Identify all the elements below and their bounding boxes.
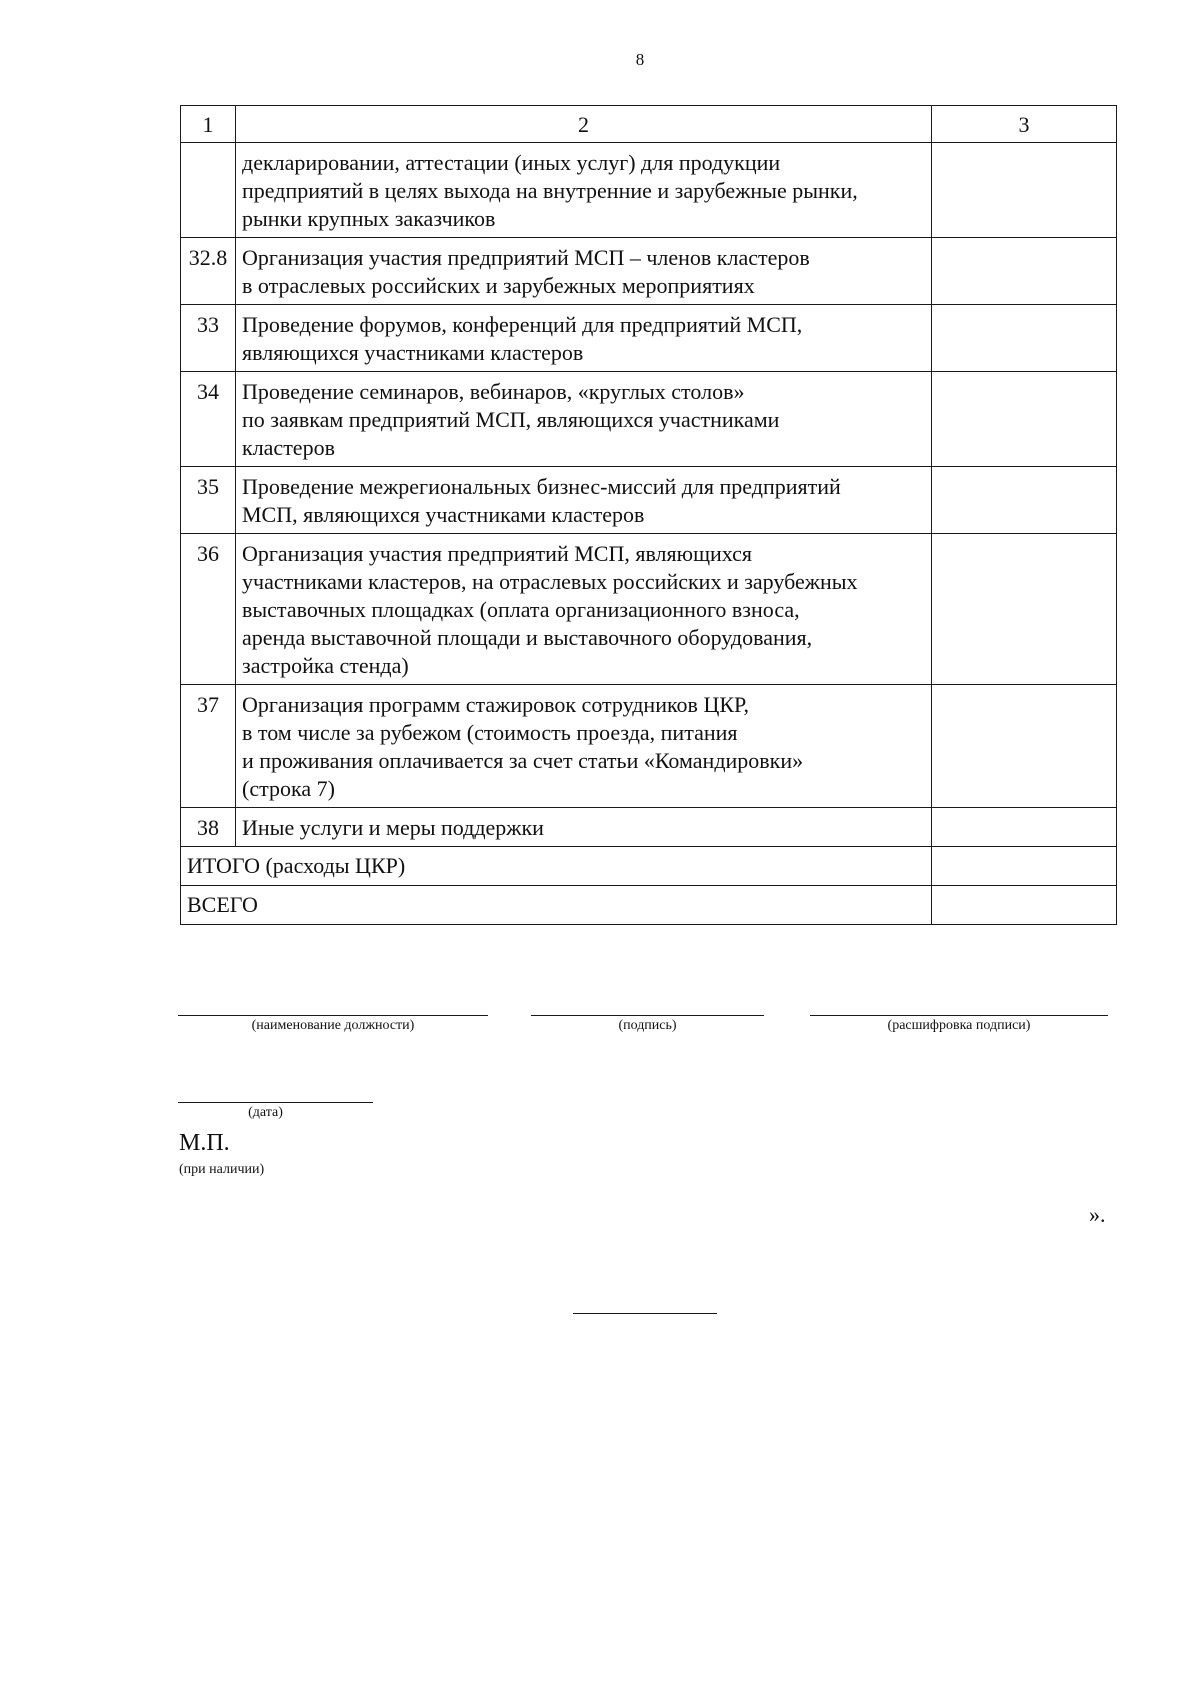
row-description: Организация участия предприятий МСП – членов кластеров в отраслевых российских и зарубежных мероприятиях — [236, 238, 932, 305]
grand-total-row — [181, 886, 1117, 925]
row-description: Проведение семинаров, вебинаров, «круглых столов» по заявкам предприятий МСП, являющихся участниками кластеров — [236, 372, 932, 467]
table-row — [181, 372, 1117, 467]
table-row — [181, 534, 1117, 685]
table-row — [181, 467, 1117, 534]
row-number: 32.8 — [181, 238, 236, 305]
row-value-cell — [932, 467, 1117, 534]
column-header-3: 3 — [932, 106, 1117, 143]
table-row — [181, 238, 1117, 305]
row-description: Иные услуги и меры поддержки — [236, 808, 932, 847]
column-header-1: 1 — [181, 106, 236, 143]
date-line — [178, 1102, 373, 1103]
page-number: 8 — [635, 50, 645, 69]
row-number: 38 — [181, 808, 236, 847]
decoding-signature-line — [810, 1015, 1108, 1016]
closing-quote-mark: ». — [1089, 1202, 1106, 1227]
table-row — [181, 808, 1117, 847]
row-value-cell — [932, 238, 1117, 305]
table-row — [181, 305, 1117, 372]
row-description: Организация программ стажировок сотрудников ЦКР, в том числе за рубежом (стоимость проезда, питания и проживания оплачивается за счет статьи «Командировки» (строка 7) — [236, 685, 932, 808]
row-value-cell — [932, 685, 1117, 808]
row-number: 34 — [181, 372, 236, 467]
total-label: ИТОГО (расходы ЦКР) — [181, 847, 932, 886]
total-row — [181, 847, 1117, 886]
row-number: 33 — [181, 305, 236, 372]
position-caption: (наименование должности) — [251, 1018, 415, 1033]
signature-line — [531, 1015, 764, 1016]
stamp-label: М.П. — [179, 1130, 230, 1156]
grand-total-label: ВСЕГО — [181, 886, 932, 925]
row-number — [181, 143, 236, 238]
row-description: Проведение межрегиональных бизнес-миссий для предприятий МСП, являющихся участниками кластеров — [236, 467, 932, 534]
row-number: 36 — [181, 534, 236, 685]
row-description: декларировании, аттестации (иных услуг) для продукции предприятий в целях выхода на внутренние и зарубежные рынки, рынки крупных заказчиков — [236, 143, 932, 238]
budget-table — [180, 105, 1117, 925]
grand-total-value-cell — [932, 886, 1117, 925]
stamp-caption: (при наличии) — [179, 1162, 265, 1177]
table-row — [181, 143, 1117, 238]
end-of-document-rule — [573, 1313, 717, 1314]
date-caption: (дата) — [248, 1105, 283, 1120]
row-value-cell — [932, 143, 1117, 238]
row-value-cell — [932, 808, 1117, 847]
table-row — [181, 685, 1117, 808]
row-value-cell — [932, 305, 1117, 372]
total-value-cell — [932, 847, 1117, 886]
row-number: 35 — [181, 467, 236, 534]
row-value-cell — [932, 534, 1117, 685]
row-description: Организация участия предприятий МСП, являющихся участниками кластеров, на отраслевых российских и зарубежных выставочных площадках (оплата организационного взноса, аренда выставочной площади и выставочного оборудования, застройка стенда) — [236, 534, 932, 685]
signature-caption: (подпись) — [618, 1018, 677, 1033]
table-header-row — [181, 106, 1117, 143]
decoding-caption: (расшифровка подписи) — [887, 1018, 1031, 1033]
position-signature-line — [178, 1015, 488, 1016]
row-number: 37 — [181, 685, 236, 808]
row-value-cell — [932, 372, 1117, 467]
column-header-2: 2 — [236, 106, 932, 143]
row-description: Проведение форумов, конференций для предприятий МСП, являющихся участниками кластеров — [236, 305, 932, 372]
